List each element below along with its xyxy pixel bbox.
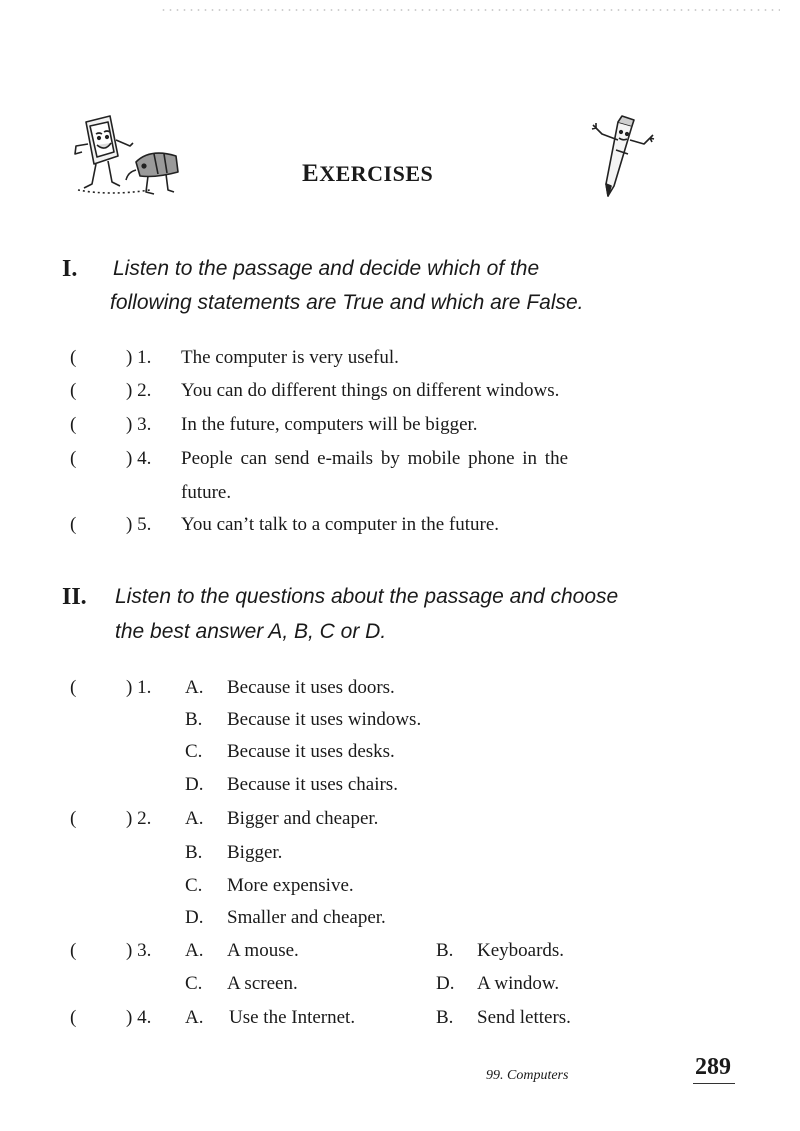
section-1-number: I. xyxy=(62,256,78,282)
item-number: ) 4. xyxy=(126,448,152,469)
option-text: Bigger. xyxy=(227,842,283,863)
option-letter: B. xyxy=(436,940,454,961)
option-text: Because it uses doors. xyxy=(227,677,395,698)
answer-blank-open-paren: ( xyxy=(70,514,77,535)
option-text: Bigger and cheaper. xyxy=(227,808,379,829)
option-text: More expensive. xyxy=(227,875,354,896)
answer-blank-open-paren: ( xyxy=(70,940,77,961)
option-text: Use the Internet. xyxy=(229,1007,356,1028)
option-letter: A. xyxy=(185,940,204,961)
option-text: A screen. xyxy=(227,973,298,994)
option-text: A mouse. xyxy=(227,940,299,961)
page-title-rest: XERCISES xyxy=(319,161,434,186)
item-number: ) 2. xyxy=(126,380,152,401)
page-number-underline xyxy=(693,1083,735,1084)
option-letter: B. xyxy=(436,1007,454,1028)
option-letter: A. xyxy=(185,808,204,829)
option-letter: A. xyxy=(185,677,204,698)
section-1-instruction-line-2: following statements are True and which are False. xyxy=(110,291,584,314)
question-number: ) 3. xyxy=(126,940,152,961)
answer-blank-open-paren: ( xyxy=(70,448,77,469)
option-letter: C. xyxy=(185,875,203,896)
question-number: ) 4. xyxy=(126,1007,152,1028)
page-title-initial: E xyxy=(302,160,320,187)
statement-text: You can’t talk to a computer in the future. xyxy=(181,514,500,535)
item-number: ) 3. xyxy=(126,414,152,435)
option-text: A window. xyxy=(477,973,560,994)
statement-text: You can do different things on different windows. xyxy=(181,380,560,401)
computer-cartoon-icon xyxy=(70,110,190,205)
page-number: 289 xyxy=(695,1054,731,1080)
option-text: Send letters. xyxy=(477,1007,571,1028)
footer-chapter-label: 99. Computers xyxy=(486,1068,569,1083)
section-2-instruction-line-2: the best answer A, B, C or D. xyxy=(115,620,387,643)
option-letter: D. xyxy=(436,973,455,994)
item-number: ) 1. xyxy=(126,347,152,368)
option-text: Because it uses chairs. xyxy=(227,774,398,795)
pencil-cartoon-icon xyxy=(588,110,663,200)
answer-blank-open-paren: ( xyxy=(70,347,77,368)
statement-text: The computer is very useful. xyxy=(181,347,399,368)
section-1-instruction-line-1: Listen to the passage and decide which of the xyxy=(113,257,540,280)
option-letter: A. xyxy=(185,1007,204,1028)
answer-blank-open-paren: ( xyxy=(70,380,77,401)
answer-blank-open-paren: ( xyxy=(70,414,77,435)
section-2-instruction-line-1: Listen to the questions about the passage and choose xyxy=(115,585,619,608)
answer-blank-open-paren: ( xyxy=(70,677,77,698)
section-2-number: II. xyxy=(62,584,87,610)
page-title xyxy=(302,160,433,188)
question-number: ) 1. xyxy=(126,677,152,698)
statement-text: In the future, computers will be bigger. xyxy=(181,414,478,435)
statement-text-continued: future. xyxy=(181,482,232,503)
statement-text: People can send e-mails by mobile phone in the xyxy=(181,448,569,469)
item-number: ) 5. xyxy=(126,514,152,535)
answer-blank-open-paren: ( xyxy=(70,1007,77,1028)
option-letter: B. xyxy=(185,842,203,863)
option-letter: C. xyxy=(185,973,203,994)
answer-blank-open-paren: ( xyxy=(70,808,77,829)
option-text: Because it uses desks. xyxy=(227,741,395,762)
option-text: Because it uses windows. xyxy=(227,709,422,730)
option-text: Keyboards. xyxy=(477,940,565,961)
question-number: ) 2. xyxy=(126,808,152,829)
option-letter: B. xyxy=(185,709,203,730)
option-text: Smaller and cheaper. xyxy=(227,907,386,928)
scan-noise xyxy=(160,8,780,12)
option-letter: D. xyxy=(185,774,204,795)
option-letter: D. xyxy=(185,907,204,928)
option-letter: C. xyxy=(185,741,203,762)
